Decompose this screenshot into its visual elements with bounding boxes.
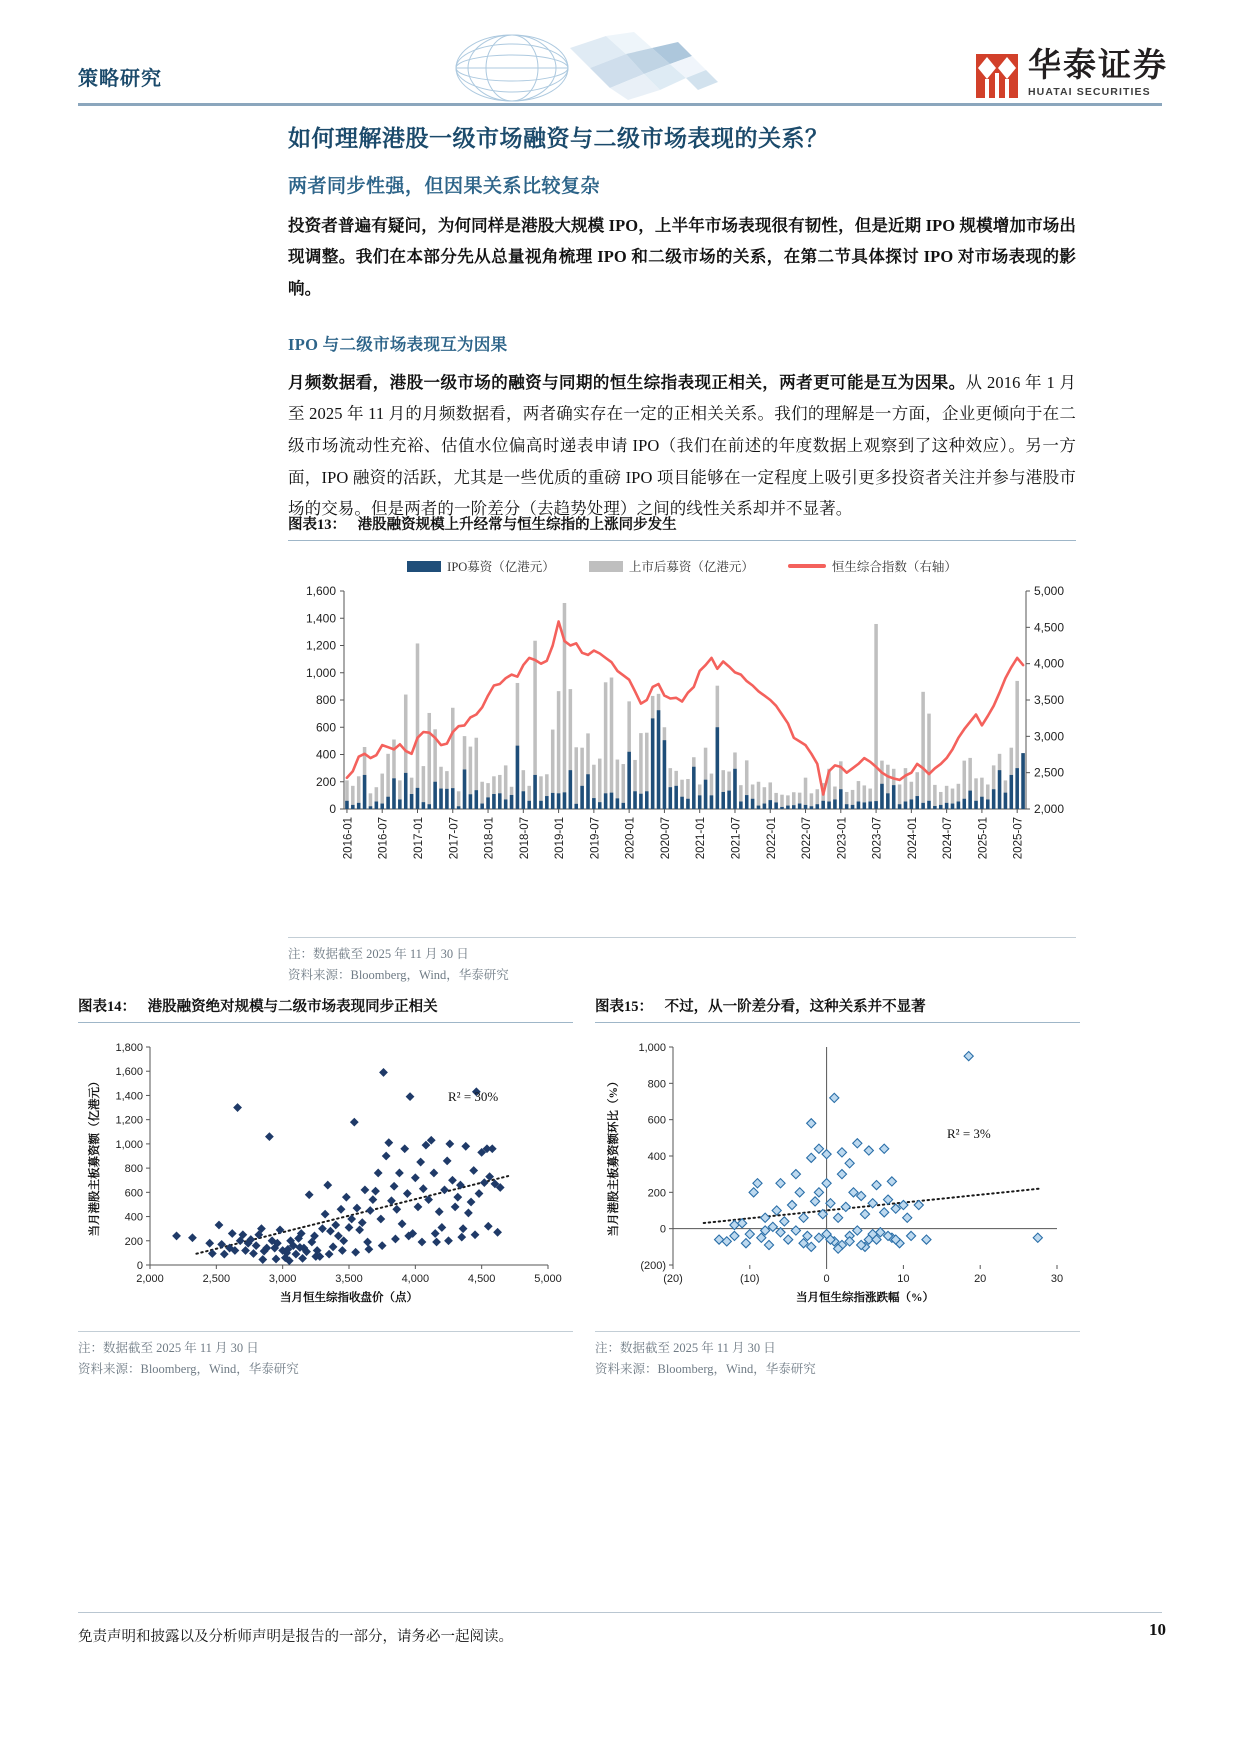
svg-text:3,500: 3,500	[335, 1273, 363, 1285]
subsection-heading: IPO 与二级市场表现互为因果	[288, 334, 508, 354]
svg-text:2,000: 2,000	[136, 1273, 164, 1285]
svg-text:4,500: 4,500	[467, 1273, 496, 1285]
exhibit-14-rule	[78, 1022, 573, 1023]
svg-text:(20): (20)	[663, 1273, 683, 1285]
svg-text:2023-01: 2023-01	[836, 817, 849, 860]
legend-item-hsci	[788, 557, 957, 575]
svg-text:600: 600	[124, 1187, 143, 1200]
svg-text:2016-01: 2016-01	[342, 817, 355, 860]
svg-text:2,000: 2,000	[1034, 802, 1065, 816]
legend-swatch-hsci	[788, 564, 826, 568]
svg-text:(10): (10)	[740, 1273, 760, 1285]
svg-text:2022-01: 2022-01	[765, 817, 778, 860]
svg-text:2,500: 2,500	[1034, 765, 1065, 780]
exhibit-13-rule	[288, 540, 1076, 541]
exhibit-15-chart	[595, 1033, 1080, 1323]
legend-label-ipo: IPO募资（亿港元）	[447, 560, 555, 574]
footer-disclaimer: 免责声明和披露以及分析师声明是报告的一部分，请务必一起阅读。	[78, 1629, 513, 1645]
header-divider	[78, 103, 1162, 106]
paragraph-2	[288, 367, 1076, 525]
svg-text:3,000: 3,000	[268, 1273, 297, 1285]
exhibit-15-number: 图表15：	[595, 999, 653, 1015]
exhibit-13-notes	[288, 937, 1076, 985]
exhibit-15-caption	[595, 995, 1080, 1016]
paragraph-2-rest: 从 2016 年 1 月至 2025 年 11 月的月频数据看，两者确实存在一定的正相关关系。我们的理解是一方面，企业更倾向于在二级市场流动性充裕、估值水位偏高时递表申请 IPO（我们在前述的年度数据上观察到了这种效应）。另一方面，IPO 融资的活跃，尤其是一些优质的重磅 IPO 项目能够在一定程度上吸引更多投资者关注并参与港股市场的交易。但是两者的一阶差分（去趋势处理）之间的线性关系却并不显著。	[288, 372, 1077, 519]
svg-text:1,400: 1,400	[115, 1090, 143, 1103]
svg-text:当月港股主板募资额（亿港元）: 当月港股主板募资额（亿港元）	[89, 1075, 101, 1237]
legend-swatch-postipo	[589, 561, 623, 572]
exhibit-14-note-rule	[78, 1331, 573, 1332]
exhibit-14-title: 港股融资绝对规模与二级市场表现同步正相关	[147, 999, 438, 1015]
svg-text:2021-01: 2021-01	[695, 817, 708, 860]
logo-brand-cn: 华泰证券	[1028, 46, 1168, 83]
exhibit-13-chart	[288, 581, 1076, 881]
exhibit-14-svg	[78, 1033, 573, 1323]
svg-text:0: 0	[659, 1223, 666, 1236]
exhibit-15-rule	[595, 1022, 1080, 1023]
svg-text:600: 600	[647, 1114, 666, 1127]
svg-text:2019-01: 2019-01	[554, 817, 567, 860]
svg-text:2018-01: 2018-01	[483, 817, 496, 860]
svg-text:1,600: 1,600	[305, 584, 336, 598]
huatai-logo-mark-icon	[976, 54, 1018, 98]
exhibit-14-notes	[78, 1331, 573, 1379]
exhibit-13-caption	[288, 513, 1076, 534]
svg-text:3,500: 3,500	[1034, 693, 1065, 707]
svg-text:0: 0	[823, 1273, 830, 1285]
svg-text:5,000: 5,000	[1034, 584, 1065, 598]
exhibit-15-note-rule	[595, 1331, 1080, 1332]
exhibit-13-note-2: 资料来源：Bloomberg，Wind，华泰研究	[288, 967, 509, 982]
svg-text:2021-07: 2021-07	[730, 817, 743, 860]
svg-text:2025-01: 2025-01	[977, 817, 990, 860]
exhibit-14-note-2: 资料来源：Bloomberg，Wind，华泰研究	[78, 1361, 299, 1376]
svg-text:R² = 30%: R² = 30%	[448, 1089, 499, 1104]
svg-text:1,000: 1,000	[115, 1138, 143, 1151]
legend-label-hsci: 恒生综合指数（右轴）	[831, 560, 957, 574]
svg-text:3,000: 3,000	[1034, 729, 1065, 744]
svg-text:20: 20	[974, 1273, 987, 1285]
svg-text:1,200: 1,200	[305, 638, 336, 653]
svg-text:200: 200	[315, 774, 336, 789]
svg-text:2025-07: 2025-07	[1012, 817, 1025, 860]
svg-text:800: 800	[124, 1163, 143, 1176]
exhibit-13-svg	[288, 581, 1076, 881]
svg-text:2023-07: 2023-07	[871, 817, 884, 860]
exhibit-13	[288, 513, 1076, 985]
exhibit-15	[595, 995, 1080, 1379]
svg-text:400: 400	[124, 1211, 143, 1224]
exhibit-15-note-2: 资料来源：Bloomberg，Wind，华泰研究	[595, 1361, 816, 1376]
exhibit-13-title: 港股融资规模上升经常与恒生综指的上涨同步发生	[357, 517, 677, 533]
svg-text:1,000: 1,000	[305, 665, 336, 680]
svg-text:1,600: 1,600	[115, 1066, 143, 1079]
exhibit-13-note-1: 注：数据截至 2025 年 11 月 30 日	[288, 947, 469, 961]
svg-text:2,500: 2,500	[202, 1273, 231, 1285]
exhibit-15-title: 不过，从一阶差分看，这种关系并不显著	[664, 999, 926, 1015]
exhibit-14	[78, 995, 573, 1379]
article-body	[288, 122, 1076, 525]
exhibit-13-legend	[288, 557, 1076, 575]
exhibit-14-number: 图表14：	[78, 999, 136, 1015]
svg-text:2017-01: 2017-01	[412, 817, 425, 860]
globe-decoration-icon	[420, 30, 740, 106]
footer-page-number: 10	[1149, 1620, 1166, 1639]
svg-text:2020-07: 2020-07	[659, 817, 672, 860]
legend-item-ipo	[407, 557, 555, 575]
svg-text:当月港股主板募资额环比（%）: 当月港股主板募资额环比（%）	[608, 1075, 620, 1237]
svg-text:2016-07: 2016-07	[377, 817, 390, 860]
logo-brand-en: HUATAI SECURITIES	[1028, 86, 1151, 98]
svg-text:800: 800	[315, 693, 336, 707]
svg-text:2020-01: 2020-01	[624, 817, 637, 860]
svg-text:R² = 3%: R² = 3%	[947, 1126, 991, 1141]
svg-text:4,500: 4,500	[1034, 620, 1065, 635]
exhibit-14-chart	[78, 1033, 573, 1323]
svg-text:4,000: 4,000	[401, 1273, 430, 1285]
svg-text:4,000: 4,000	[1034, 656, 1065, 671]
svg-text:1,800: 1,800	[115, 1042, 143, 1054]
svg-text:30: 30	[1050, 1273, 1064, 1285]
huatai-logo	[976, 48, 1168, 98]
page-header	[0, 0, 1240, 112]
section-subtitle: 两者同步性强，但因果关系比较复杂	[288, 175, 601, 197]
svg-text:200: 200	[647, 1187, 666, 1200]
header-section-label: 策略研究	[78, 68, 162, 90]
paragraph-2-lead: 月频数据看，港股一级市场的融资与同期的恒生综指表现正相关，两者更可能是互为因果。	[288, 372, 966, 392]
exhibit-13-number: 图表13：	[288, 517, 346, 533]
svg-text:400: 400	[315, 747, 336, 762]
exhibit-14-note-1: 注：数据截至 2025 年 11 月 30 日	[78, 1341, 259, 1355]
exhibit-15-svg	[595, 1033, 1080, 1323]
svg-text:1,200: 1,200	[115, 1114, 143, 1127]
exhibit-15-note-1: 注：数据截至 2025 年 11 月 30 日	[595, 1341, 776, 1355]
page-title: 如何理解港股一级市场融资与二级市场表现的关系？	[288, 126, 829, 151]
svg-text:2018-07: 2018-07	[518, 817, 531, 860]
exhibit-13-note-rule	[288, 937, 1076, 938]
svg-text:200: 200	[124, 1235, 143, 1248]
legend-label-postipo: 上市后募资（亿港元）	[628, 560, 754, 574]
svg-text:2022-07: 2022-07	[801, 817, 814, 860]
svg-text:5,000: 5,000	[534, 1273, 562, 1285]
exhibit-14-caption	[78, 995, 573, 1016]
svg-text:当月恒生综指涨跌幅（%）: 当月恒生综指涨跌幅（%）	[796, 1292, 934, 1304]
svg-text:0: 0	[136, 1260, 143, 1272]
exhibit-15-notes	[595, 1331, 1080, 1379]
footer-divider	[78, 1612, 1162, 1613]
svg-text:(200): (200)	[640, 1260, 666, 1272]
svg-text:400: 400	[647, 1151, 666, 1163]
legend-item-postipo	[589, 557, 754, 575]
svg-text:1,400: 1,400	[305, 611, 336, 626]
svg-text:600: 600	[315, 720, 336, 735]
svg-text:0: 0	[329, 802, 336, 816]
svg-text:1,000: 1,000	[638, 1042, 666, 1054]
svg-text:10: 10	[897, 1273, 910, 1285]
svg-text:800: 800	[647, 1078, 666, 1091]
svg-text:当月恒生综指收盘价（点）: 当月恒生综指收盘价（点）	[280, 1292, 418, 1304]
svg-text:2019-07: 2019-07	[589, 817, 602, 860]
legend-swatch-ipo	[407, 561, 441, 572]
svg-text:2024-01: 2024-01	[906, 817, 919, 860]
paragraph-1: 投资者普遍有疑问，为何同样是港股大规模 IPO，上半年市场表现很有韧性，但是近期 IPO 规模增加市场出现调整。我们在本部分先从总量视角梳理 IPO 和二级市场的关系，在第二节具体探讨 IPO 对市场表现的影响。	[288, 215, 1076, 298]
svg-text:2024-07: 2024-07	[942, 817, 955, 860]
svg-text:2017-07: 2017-07	[448, 817, 461, 860]
